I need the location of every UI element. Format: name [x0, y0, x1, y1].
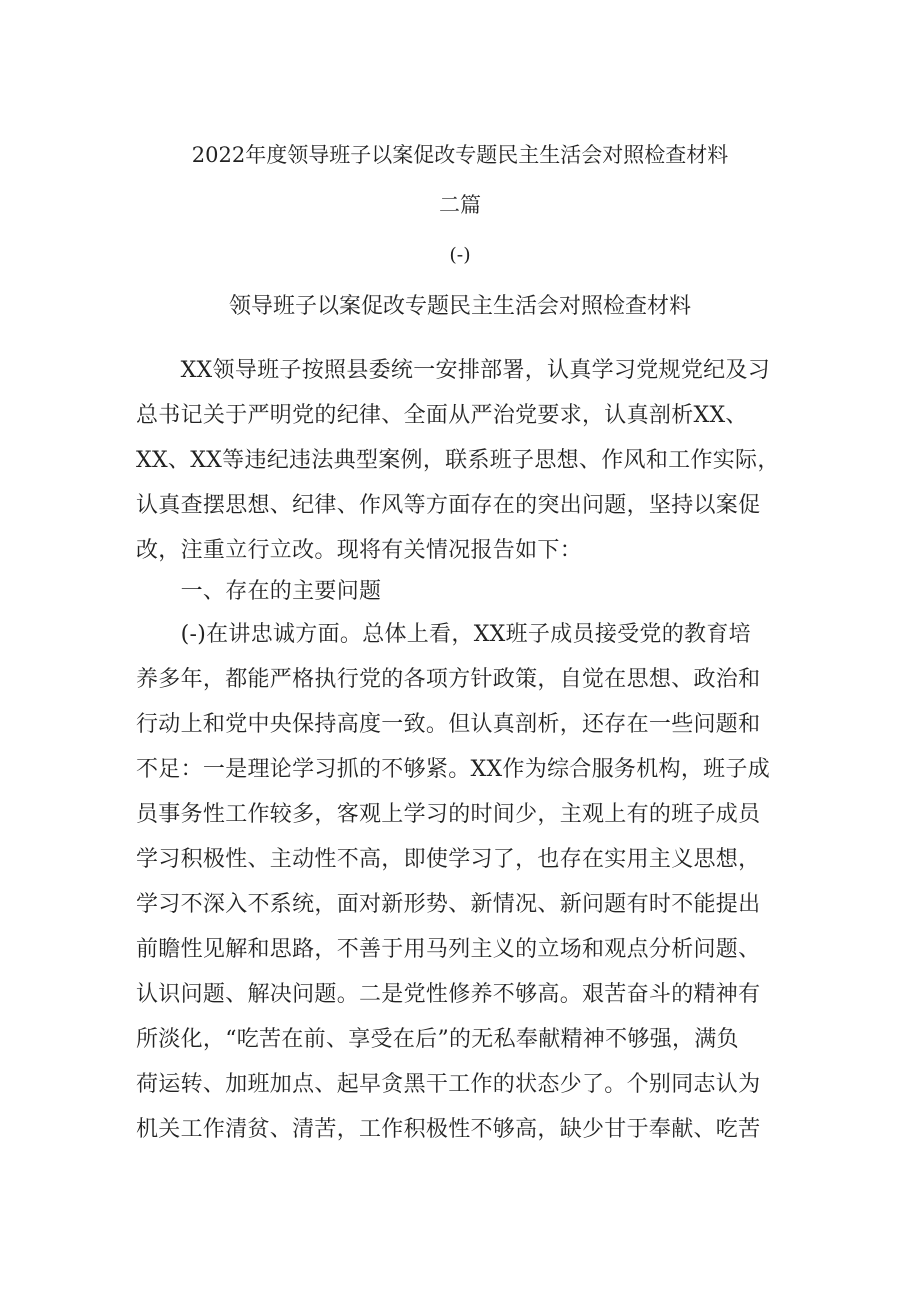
body-line: 学习不深入不系统，面对新形势、新情况、新问题有时不能提出 [136, 892, 761, 917]
body-line: 荷运转、加班加点、起早贪黑干工作的状态少了。个别同志认为 [136, 1072, 761, 1097]
section-heading: 一、存在的主要问题 [136, 579, 382, 604]
body-line: 所淡化，“吃苦在前、享受在后”的无私奉献精神不够强，满负 [136, 1027, 739, 1052]
body-line: 认真查摆思想、纪律、作风等方面存在的突出问题，坚持以案促 [136, 493, 761, 518]
body-line: 前瞻性见解和思路，不善于用马列主义的立场和观点分析问题、 [136, 937, 761, 962]
body-line: 员事务性工作较多，客观上学习的时间少，主观上有的班子成员 [136, 802, 761, 827]
body-line: 学习积极性、主动性不高，即使学习了，也存在实用主义思想， [136, 847, 761, 872]
section-marker: (-) [449, 244, 471, 266]
body-line: 总书记关于严明党的纪律、全面从严治党要求，认真剖析XX、 [136, 403, 748, 428]
body-line: 改，注重立行立改。现将有关情况报告如下： [136, 538, 583, 563]
body-line: 认识问题、解决问题。二是党性修养不够高。艰苦奋斗的精神有 [136, 982, 761, 1007]
body-line: 机关工作清贫、清苦，工作积极性不够高，缺少甘于奉献、吃苦 [136, 1117, 761, 1142]
body-line: 行动上和党中央保持高度一致。但认真剖析，还存在一些问题和 [136, 712, 761, 737]
body-line: 养多年，都能严格执行党的各项方针政策，自觉在思想、政治和 [136, 667, 761, 692]
document-title-continued: 二篇 [439, 193, 481, 217]
body-line: 不足：一是理论学习抓的不够紧。XX作为综合服务机构，班子成 [136, 757, 771, 782]
body-line: XX领导班子按照县委统一安排部署，认真学习党规党纪及习 [136, 358, 771, 383]
section-subtitle: 领导班子以案促改专题民主生活会对照检查材料 [228, 294, 691, 319]
body-line: XX、XX等违纪违法典型案例，联系班子思想、作风和工作实际， [136, 448, 780, 473]
document-title: 2022年度领导班子以案促改专题民主生活会对照检查材料 [191, 143, 729, 167]
body-line: (-)在讲忠诚方面。总体上看，XX班子成员接受党的教育培 [136, 622, 751, 647]
